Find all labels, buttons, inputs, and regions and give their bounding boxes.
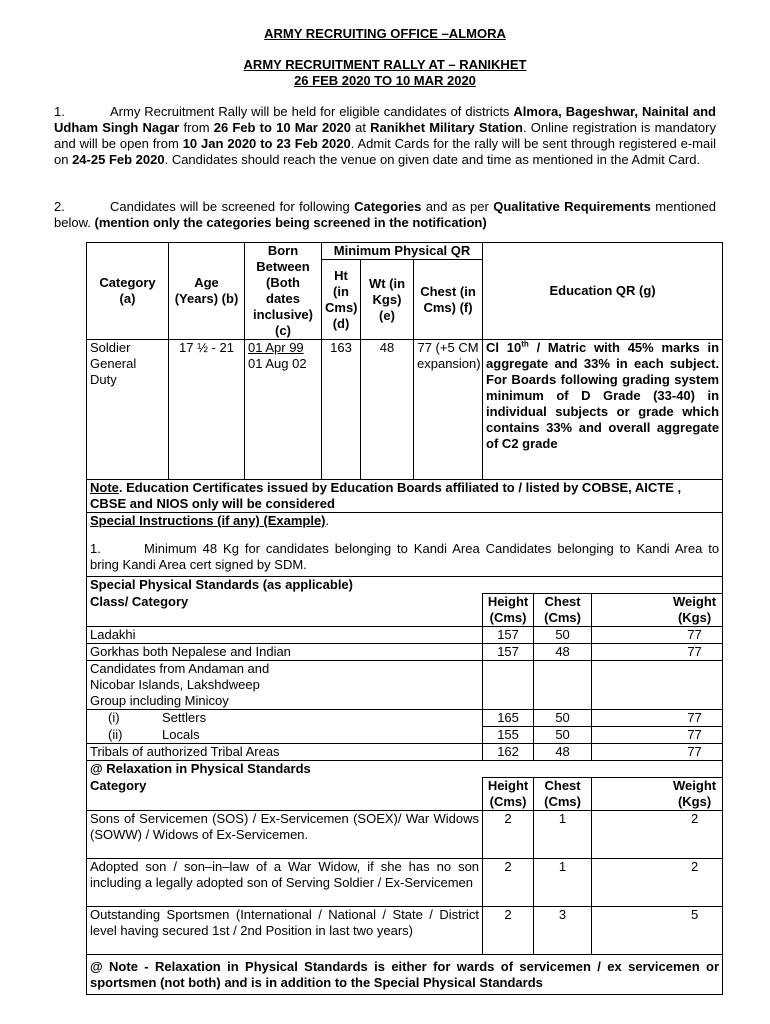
table-row <box>87 340 723 480</box>
instruction-text: Minimum 48 Kg for candidates belonging to Kandi Area Candidates belonging to Kandi Area to bring Kandi Area cert signed by SDM. <box>90 541 720 572</box>
special-instructions-row <box>87 513 723 577</box>
text: . Online registration is mandatory and will be open from <box>54 120 716 151</box>
text: and as per <box>421 199 494 214</box>
final-note-row <box>87 955 723 995</box>
table-row <box>87 661 723 710</box>
relax-chest: 3 <box>534 907 592 955</box>
sub-label: Locals <box>162 726 200 742</box>
tribal-label: Tribals of authorized Tribal Areas <box>87 744 483 761</box>
table-row <box>87 710 723 727</box>
relax-title-row <box>87 761 723 778</box>
districts: Almora, Bageshwar, Nainital and Udham Singh Nagar <box>54 104 716 135</box>
relax-label: Adopted son / son–in–law of a War Widow, if she has no son including a legally adopted son of Serving Soldier / Ex-Servicemen <box>87 859 483 907</box>
sub-label: Settlers <box>162 710 207 725</box>
edu-rest: / Matric with 45% marks in aggregate and 33% in each subject. For Boards following grading system minimum of D Grade (33-40) in individual subjects or grade which contains 33% and overall aggregate of C2 grade <box>486 340 720 451</box>
relax-label: Outstanding Sportsmen (International / National / State / District level having secured 1st / 2nd Position in last two years) <box>87 907 483 955</box>
andaman-label: Candidates from Andaman and Nicobar Islands, Lakshdweep Group including Minicoy <box>87 661 483 710</box>
text: Candidates will be screened for following <box>110 199 355 214</box>
education-note <box>87 480 723 513</box>
qr-term: Qualitative Requirements <box>493 199 651 214</box>
relax-title: @ Relaxation in Physical Standards <box>87 761 723 778</box>
sps-title-row <box>87 577 723 594</box>
table-row <box>87 859 723 907</box>
relax-height: 2 <box>483 859 534 907</box>
final-note: @ Note - Relaxation in Physical Standards is either for wards of servicemen / ex servicemen or sportsmen (not both) and is in addition to the Special Physical Standards <box>87 955 723 995</box>
header-wt: Wt (in Kgs) (e) <box>361 260 414 340</box>
registration-period: 10 Jan 2020 to 23 Feb 2020 <box>182 136 351 151</box>
sps-height: 165 <box>483 710 534 727</box>
sps-weight-header: Weight (Kgs) <box>592 594 723 627</box>
sps-title: Special Physical Standards (as applicable) <box>87 577 723 594</box>
sps-chest: 50 <box>534 627 592 644</box>
table-row <box>87 727 723 744</box>
relax-chest: 1 <box>534 859 592 907</box>
table-row <box>87 811 723 859</box>
relax-label: Sons of Servicemen (SOS) / Ex-Servicemen (SOEX)/ War Widows (SOWW) / Widows of Ex-Servicemen. <box>87 811 483 859</box>
sub-num: (ii) <box>108 726 123 742</box>
edu-sup: th <box>521 339 529 349</box>
paragraph-number: 2. <box>54 199 65 214</box>
row-age: 17 ½ - 21 <box>169 340 245 480</box>
office-title: ARMY RECRUITING OFFICE –ALMORA <box>264 26 506 41</box>
rally-period: 26 Feb to 10 Mar 2020 <box>213 120 351 135</box>
mention-note: (mention only the categories being screened in the notification) <box>94 215 487 230</box>
sps-height: 157 <box>483 627 534 644</box>
paragraph-2 <box>54 199 716 231</box>
note-text: . Education Certificates issued by Education Boards affiliated to / listed by COBSE, AICTE , CBSE and NIOS only will be considered <box>90 480 682 511</box>
instruction-number: 1. <box>90 541 101 556</box>
sps-label: Ladakhi <box>87 627 483 644</box>
sps-class-header: Class/ Category <box>87 594 483 627</box>
relax-height: 2 <box>483 907 534 955</box>
header-age: Age (Years) (b) <box>169 243 245 340</box>
text: mentioned below. <box>54 199 716 230</box>
sps-chest: 50 <box>534 727 592 744</box>
rally-title: ARMY RECRUITMENT RALLY AT – RANIKHET <box>243 57 527 72</box>
relax-weight: 2 <box>592 859 723 907</box>
sps-height: 155 <box>483 727 534 744</box>
sps-weight: 77 <box>592 627 723 644</box>
row-ht: 163 <box>322 340 361 480</box>
admit-card-dates: 24-25 Feb 2020 <box>72 152 165 167</box>
header-education: Education QR (g) <box>483 243 723 340</box>
text: . Candidates should reach the venue on given date and time as mentioned in the Admit Card. <box>164 152 701 167</box>
text: at <box>350 120 371 135</box>
relax-chest: 1 <box>534 811 592 859</box>
row-category: Soldier General Duty <box>87 340 169 480</box>
header-ht: Ht (in Cms) (d) <box>322 260 361 340</box>
sps-weight: 77 <box>592 744 723 761</box>
special-instructions-label: Special Instructions (if any) (Example) <box>90 513 326 528</box>
sps-weight: 77 <box>592 644 723 661</box>
relax-weight-header: Weight (Kgs) <box>592 778 723 811</box>
sps-chest: 50 <box>534 710 592 727</box>
dot: . <box>325 513 330 528</box>
sps-height: 157 <box>483 644 534 661</box>
paragraph-1 <box>54 104 716 168</box>
row-wt: 48 <box>361 340 414 480</box>
row-chest: 77 (+5 CM expansion) <box>414 340 483 480</box>
header-born: Born Between (Both dates inclusive) (c) <box>245 243 322 340</box>
sps-label: Gorkhas both Nepalese and Indian <box>87 644 483 661</box>
edu-class: Cl 10 <box>486 340 522 355</box>
relax-header-row <box>87 778 723 811</box>
sps-chest: 48 <box>534 644 592 661</box>
empty-cell <box>483 661 534 710</box>
relax-category-header: Category <box>87 778 483 811</box>
relax-height: 2 <box>483 811 534 859</box>
header-category: Category (a) <box>87 243 169 340</box>
table-row <box>87 907 723 955</box>
sps-chest: 48 <box>534 744 592 761</box>
relax-weight: 2 <box>592 811 723 859</box>
text: Army Recruitment Rally will be held for eligible candidates of districts <box>110 104 514 119</box>
row-born <box>245 340 322 480</box>
sub-num: (i) <box>108 710 120 725</box>
sps-weight: 77 <box>592 727 723 744</box>
paragraph-number: 1. <box>54 104 65 119</box>
table-row <box>87 644 723 661</box>
categories-term: Categories <box>354 199 422 214</box>
sub-row-label <box>87 727 483 744</box>
born-to: 01 Aug 02 <box>248 356 307 371</box>
note-row <box>87 480 723 513</box>
header-chest: Chest (in Cms) (f) <box>414 260 483 340</box>
sps-weight: 77 <box>592 710 723 727</box>
relax-height-header: Height (Cms) <box>483 778 534 811</box>
empty-cell <box>592 661 723 710</box>
table-row <box>87 744 723 761</box>
sub-row-label <box>87 710 483 727</box>
relax-weight: 5 <box>592 907 723 955</box>
requirements-table <box>86 242 723 995</box>
special-instructions <box>87 513 723 577</box>
note-label: Note <box>90 480 119 495</box>
text: . Admit Cards for the rally will be sent through registered e-mail on <box>54 136 716 167</box>
rally-dates: 26 FEB 2020 TO 10 MAR 2020 <box>294 73 476 88</box>
relax-chest-header: Chest (Cms) <box>534 778 592 811</box>
table-row <box>87 627 723 644</box>
sps-height-header: Height (Cms) <box>483 594 534 627</box>
text: from <box>179 120 214 135</box>
sps-header-row <box>87 594 723 627</box>
venue: Ranikhet Military Station <box>370 120 523 135</box>
sps-chest-header: Chest (Cms) <box>534 594 592 627</box>
born-from: 01 Apr 99 <box>248 340 304 355</box>
header-min-physical: Minimum Physical QR <box>322 243 483 260</box>
sps-height: 162 <box>483 744 534 761</box>
empty-cell <box>534 661 592 710</box>
row-education <box>483 340 723 480</box>
